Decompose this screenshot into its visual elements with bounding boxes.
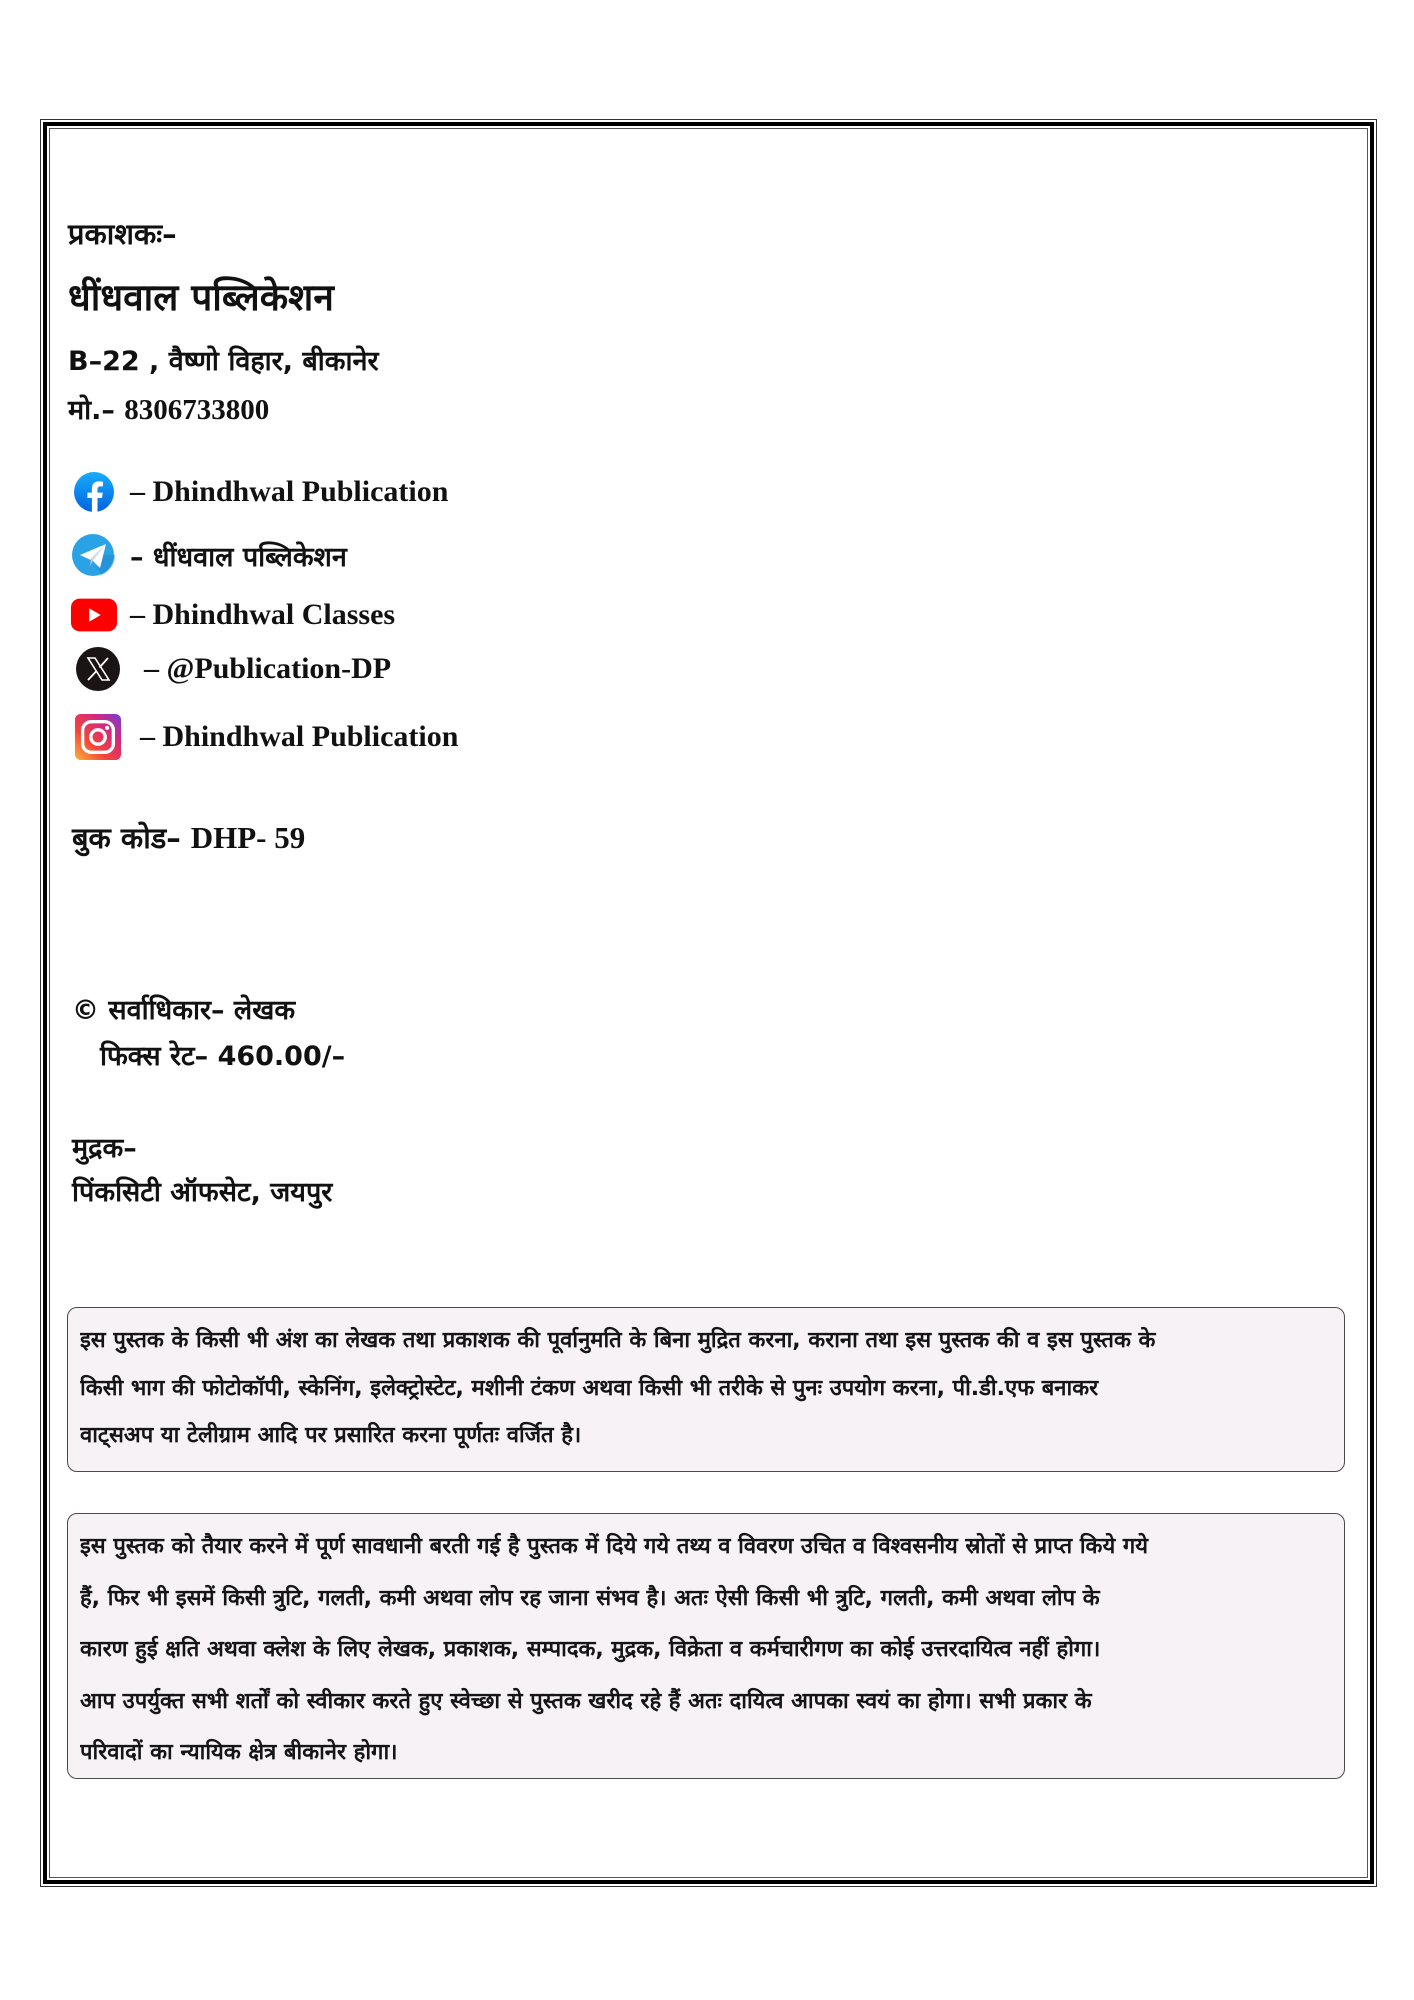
x-icon (74, 645, 122, 693)
social-text-instagram: – Dhindhwal Publication (140, 720, 459, 753)
social-row-youtube (70, 590, 395, 640)
social-row-facebook (70, 467, 448, 517)
notice-box-reproduction (67, 1307, 1345, 1472)
notice-line: इस पुस्तक के किसी भी अंश का लेखक तथा प्रकाशक की पूर्वानुमति के बिना मुद्रित करना, कराना तथा इस पुस्तक की व इस पुस्तक के (80, 1328, 1156, 1353)
book-code-label: बुक कोड– (72, 821, 181, 855)
copyright-text: © सर्वाधिकार– लेखक (72, 995, 296, 1026)
notice-line: किसी भाग की फोटोकॉपी, स्केनिंग, इलेक्ट्रोस्टेट, मशीनी टंकण अथवा किसी भी तरीके से पुनः उपयोग करना, पी.डी.एफ बनाकर (80, 1375, 1099, 1401)
social-text-telegram: – धींधवाल पब्लिकेशन (130, 541, 347, 573)
notice-line: वाट्सअप या टेलीग्राम आदि पर प्रसारित करना पूर्णतः वर्जित है। (80, 1423, 582, 1448)
notice-line: इस पुस्तक को तैयार करने में पूर्ण सावधानी बरती गई है पुस्तक में दिये गये तथ्य व विवरण उचित व विश्वसनीय स्रोतों से प्राप्त किये गये (80, 1534, 1149, 1559)
social-text-facebook: – Dhindhwal Publication (130, 475, 449, 508)
publisher-label: प्रकाशकः– (68, 217, 177, 251)
notice-line: कारण हुई क्षति अथवा क्लेश के लिए लेखक, प्रकाशक, सम्पादक, मुद्रक, विक्रेता व कर्मचारीगण का कोई उत्तरदायित्व नहीं होगा। (80, 1637, 1101, 1662)
phone-number: 8306733800 (124, 394, 270, 426)
social-row-x (74, 644, 391, 694)
book-code-value: DHP- 59 (190, 820, 306, 855)
printer-label: मुद्रक– (72, 1133, 137, 1164)
fixed-price: फिक्स रेट– 460.00/– (100, 1041, 346, 1072)
telegram-icon (70, 531, 118, 579)
publisher-name: धींधवाल पब्लिकेशन (68, 276, 334, 319)
publisher-phone (68, 390, 269, 427)
facebook-icon (70, 468, 118, 516)
instagram-icon (74, 713, 122, 761)
social-text-youtube: – Dhindhwal Classes (130, 598, 396, 631)
printer-name: पिंकसिटी ऑफसेट, जयपुर (72, 1177, 333, 1208)
notice-line: आप उपर्युक्त सभी शर्तों को स्वीकार करते हुए स्वेच्छा से पुस्तक खरीद रहे हैं अतः दायित्व आपका स्वयं का होगा। सभी प्रकार के (80, 1688, 1092, 1714)
social-row-instagram (74, 712, 458, 762)
social-row-telegram (70, 530, 347, 580)
phone-label: मो.– (68, 395, 125, 426)
publisher-address: B–22 , वैष्णो विहार, बीकानेर (68, 346, 379, 377)
notice-line: हैं, फिर भी इसमें किसी त्रुटि, गलती, कमी अथवा लोप रह जाना संभव है। अतः ऐसी किसी भी त्रुटि, गलती, कमी अथवा लोप के (80, 1585, 1100, 1611)
youtube-icon (70, 591, 118, 639)
notice-box-disclaimer (67, 1513, 1345, 1779)
book-code (72, 818, 305, 857)
social-text-x: – @Publication-DP (144, 652, 392, 685)
notice-line: परिवादों का न्यायिक क्षेत्र बीकानेर होगा। (80, 1740, 398, 1765)
